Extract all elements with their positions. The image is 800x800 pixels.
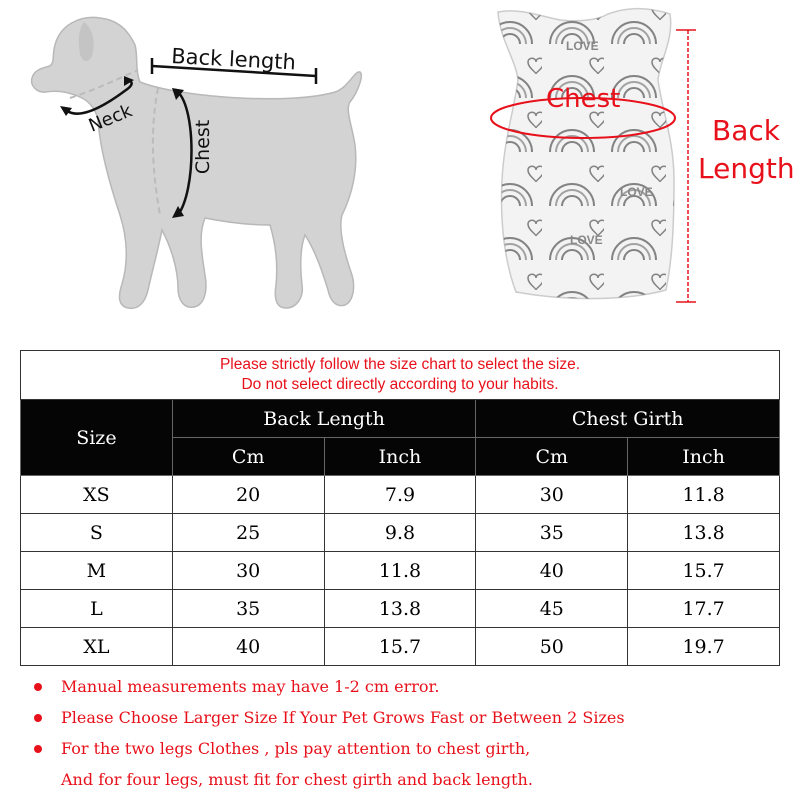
note-item xyxy=(34,738,774,769)
table-row xyxy=(21,590,780,628)
chest-cm-cell: 50 xyxy=(476,628,628,666)
chest-cm-cell: 45 xyxy=(476,590,628,628)
chest-inch-cell: 15.7 xyxy=(628,552,780,590)
unit-header: Cm xyxy=(476,438,628,476)
shirt-print-text: LOVE xyxy=(570,233,603,247)
back-cm-cell: 25 xyxy=(172,514,324,552)
chest-cm-cell: 35 xyxy=(476,514,628,552)
chest-inch-cell: 13.8 xyxy=(628,514,780,552)
shirt-print-text: LOVE xyxy=(566,39,599,53)
back-cm-cell: 40 xyxy=(172,628,324,666)
back-inch-cell: 15.7 xyxy=(324,628,476,666)
table-row xyxy=(21,552,780,590)
note-text: Please Choose Larger Size If Your Pet Grows Fast or Between 2 Sizes xyxy=(61,708,625,727)
size-cell: XL xyxy=(21,628,173,666)
chest-label: Chest xyxy=(192,119,215,175)
shirt-chest-label: Chest xyxy=(546,84,621,114)
shirt-back-label-line1: Back xyxy=(712,114,780,147)
note-item xyxy=(34,769,774,800)
note-text: And for four legs, must fit for chest girth and back length. xyxy=(61,770,533,789)
notice-cell xyxy=(21,351,780,400)
notes-list xyxy=(34,676,774,800)
table-row xyxy=(21,628,780,666)
bullet-dot-icon xyxy=(34,714,42,722)
header-row xyxy=(21,400,780,438)
notice-row xyxy=(21,351,780,400)
back-cm-cell: 20 xyxy=(172,476,324,514)
back-inch-cell: 11.8 xyxy=(324,552,476,590)
measurement-diagram xyxy=(0,0,800,340)
table-row xyxy=(21,514,780,552)
size-header: Size xyxy=(21,400,173,476)
back-length-header: Back Length xyxy=(172,400,476,438)
note-text: Manual measurements may have 1-2 cm error. xyxy=(61,677,440,696)
note-text: For the two legs Clothes , pls pay attention to chest girth, xyxy=(61,739,531,758)
size-cell: M xyxy=(21,552,173,590)
shirt-back-length-label xyxy=(698,112,794,188)
chest-girth-header: Chest Girth xyxy=(476,400,780,438)
back-inch-cell: 7.9 xyxy=(324,476,476,514)
back-cm-cell: 35 xyxy=(172,590,324,628)
shirt-back-label-line2: Length xyxy=(698,152,795,185)
back-inch-cell: 13.8 xyxy=(324,590,476,628)
unit-header: Cm xyxy=(172,438,324,476)
back-length-label: Back length xyxy=(170,44,297,75)
back-inch-cell: 9.8 xyxy=(324,514,476,552)
chest-cm-cell: 30 xyxy=(476,476,628,514)
size-cell: XS xyxy=(21,476,173,514)
size-chart-table xyxy=(20,350,780,666)
notice-line-2: Do not select directly according to your habits. xyxy=(241,376,559,393)
unit-header: Inch xyxy=(324,438,476,476)
note-item xyxy=(34,707,774,738)
back-cm-cell: 30 xyxy=(172,552,324,590)
chest-cm-cell: 40 xyxy=(476,552,628,590)
chest-inch-cell: 19.7 xyxy=(628,628,780,666)
shirt-print-text: LOVE xyxy=(620,185,653,199)
note-item xyxy=(34,676,774,707)
bullet-dot-icon xyxy=(34,683,42,691)
unit-header: Inch xyxy=(628,438,780,476)
table-row xyxy=(21,476,780,514)
chest-inch-cell: 11.8 xyxy=(628,476,780,514)
bullet-dot-icon xyxy=(34,745,42,753)
neck-label: Neck xyxy=(85,100,136,137)
size-cell: S xyxy=(21,514,173,552)
chest-inch-cell: 17.7 xyxy=(628,590,780,628)
size-cell: L xyxy=(21,590,173,628)
notice-line-1: Please strictly follow the size chart to select the size. xyxy=(219,356,581,373)
